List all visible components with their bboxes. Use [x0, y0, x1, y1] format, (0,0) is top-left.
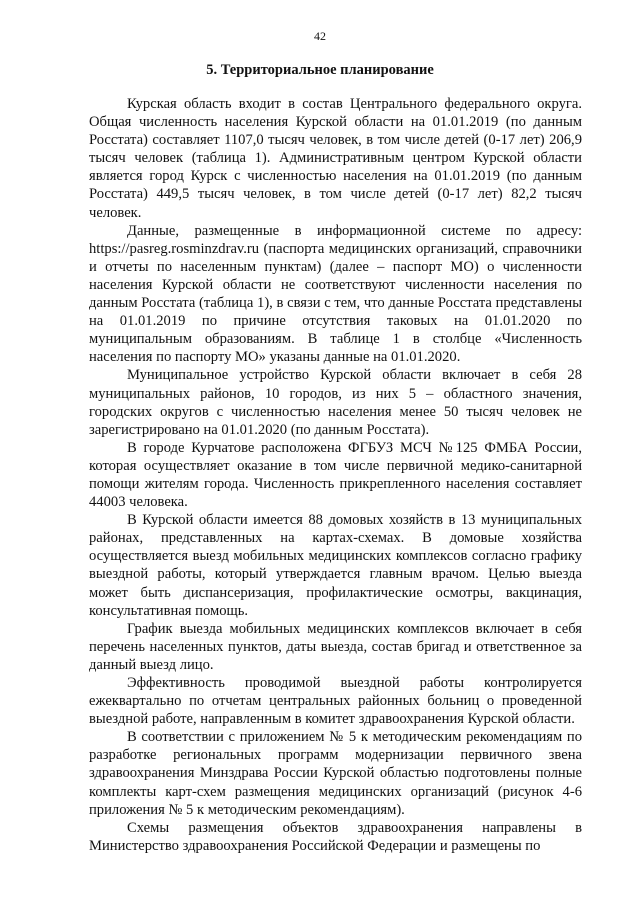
paragraph-schemes: Схемы размещения объектов здравоохранения направлены в Министерство здравоохранения Российской Федерации и размещены по — [89, 819, 582, 854]
paragraph-efficiency: Эффективность проводимой выездной работы контролируется ежеквартально по отчетам центральных районных больниц о проведенной выездной работе, направленным в комитет здравоохранения Курской области. — [89, 675, 582, 728]
paragraph-passport-data: Данные, размещенные в информационной системе по адресу: https://pasreg.rosminzdrav.ru (паспорта медицинских организаций, справочники и отчеты по населенным пунктам) (далее – паспорт МО) о численности населения Курской области не соответствуют численности населения по данным Росстата (таблица 1), в связи с тем, что данные Росстата представлены на 01.01.2019 по причине отсутствия таковых на 01.01.2020 по муниципальным образованиям. В таблице 1 в столбце «Численность населения по паспорту МО» указаны данные на 01.01.2020. — [89, 222, 582, 366]
document-body — [89, 95, 582, 855]
paragraph-schedule: График выезда мобильных медицинских комплексов включает в себя перечень населенных пунктов, даты выезда, состав бригад и ответственное за данный выезд лицо. — [89, 620, 582, 673]
paragraph-municipal-structure: Муниципальное устройство Курской области включает в себя 28 муниципальных районов, 10 городов, из них 5 – областного значения, городских округов с численностью населения менее 50 тысяч человек не зарегистрировано на 01.01.2020 (по данным Росстата). — [89, 367, 582, 438]
page-number: 42 — [314, 29, 326, 43]
paragraph-appendix: В соответствии с приложением № 5 к методическим рекомендациям по разработке региональных программ модернизации первичного звена здравоохранения Минздрава России Курской областью подготовлены полные комплекты карт-схем размещения медицинских организаций (рисунок 4-6 приложения № 5 к методическим рекомендациям). — [89, 729, 582, 818]
paragraph-kurchatov: В городе Курчатове расположена ФГБУЗ МСЧ №125 ФМБА России, которая осуществляет оказание в том числе первичной медико-санитарной помощи жителям города. Численность прикрепленного населения составляет 44003 человека. — [89, 439, 582, 511]
paragraph-households: В Курской области имеется 88 домовых хозяйств в 13 муниципальных районах, представленных на картах-схемах. В домовые хозяйства осуществляется выезд мобильных медицинских комплексов согласно графику выездной работы, который утверждается главным врачом. Целью выезда может быть диспансеризация, профилактические осмотры, вакцинация, консультативная помощь. — [89, 512, 582, 619]
paragraph-region-overview: Курская область входит в состав Центрального федерального округа. Общая численность населения Курской области на 01.01.2019 (по данным Росстата) составляет 1107,0 тысяч человек, в том числе детей (0-17 лет) 206,9 тысяч человек (таблица 1). Административным центром Курской области является город Курск с численностью населения на 01.01.2019 (по данным Росстата) 449,5 тысяч человек, в том числе детей (0-17 лет) 82,2 тысяч человек. — [89, 96, 582, 221]
section-heading: 5. Территориальное планирование — [206, 62, 434, 78]
